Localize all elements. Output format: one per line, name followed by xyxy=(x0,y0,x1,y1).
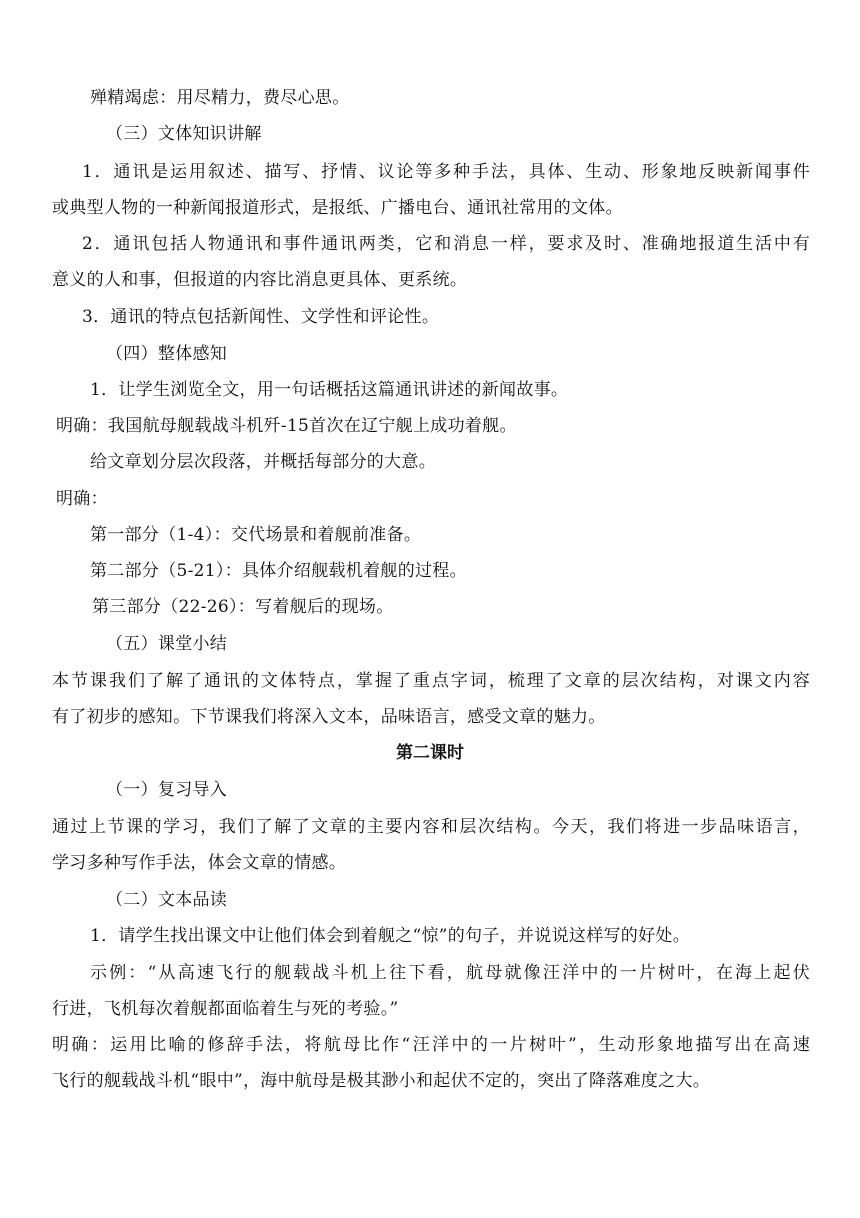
example-line: 行进，飞机每次着舰都面临着生与死的考验。” xyxy=(52,999,399,1019)
paragraph-line: 有了初步的感知。下节课我们将深入文本，品味语言，感受文章的魅力。 xyxy=(52,707,606,727)
paragraph-line: 或典型人物的一种新闻报道形式，是报纸、广播电台、通讯社常用的文体。 xyxy=(52,198,623,218)
lesson-title: 第二课时 xyxy=(396,743,464,763)
paragraph-line: 2．通讯包括人物通讯和事件通讯两类，它和消息一样，要求及时、准确地报道生活中有 xyxy=(82,234,810,254)
section-heading-genre-knowledge: （三）文体知识讲解 xyxy=(106,124,262,144)
paragraph-line: 给文章划分层次段落，并概括每部分的大意。 xyxy=(90,452,436,472)
section-heading-summary: （五）课堂小结 xyxy=(106,634,228,654)
answer-line: 明确：运用比喻的修辞手法，将航母比作“汪洋中的一片树叶”，生动形象地描写出在高速 xyxy=(52,1035,810,1055)
part-three-line: 第三部分（22-26）：写着舰后的现场。 xyxy=(92,597,394,617)
answer-line: 飞行的舰载战斗机“眼中”，海中航母是极其渺小和起伏不定的，突出了降落难度之大。 xyxy=(52,1071,711,1091)
answer-line: 明确：我国航母舰载战斗机歼-15首次在辽宁舰上成功着舰。 xyxy=(56,416,517,436)
paragraph-line: 意义的人和事，但报道的内容比消息更具体、更系统。 xyxy=(52,270,468,290)
part-two-line: 第二部分（5-21）：具体介绍舰载机着舰的过程。 xyxy=(90,561,467,581)
paragraph-line: 通过上节课的学习，我们了解了文章的主要内容和层次结构。今天，我们将进一步品味语言， xyxy=(52,817,810,837)
part-one-line: 第一部分（1-4）：交代场景和着舰前准备。 xyxy=(90,525,422,545)
paragraph-line: 本节课我们了解了通讯的文体特点，掌握了重点字词，梳理了文章的层次结构，对课文内容 xyxy=(52,671,810,691)
paragraph-line: 1．让学生浏览全文，用一句话概括这篇通讯讲述的新闻故事。 xyxy=(90,380,569,400)
section-heading-review: （一）复习导入 xyxy=(106,780,228,800)
paragraph-line: 1．请学生找出课文中让他们体会到着舰之“惊”的句子，并说说这样写的好处。 xyxy=(90,926,690,946)
section-heading-overall-perception: （四）整体感知 xyxy=(106,344,228,364)
paragraph-line: 1．通讯是运用叙述、描写、抒情、议论等多种手法，具体、生动、形象地反映新闻事件 xyxy=(82,162,810,182)
answer-label: 明确： xyxy=(56,489,108,509)
example-line: 示例：“从高速飞行的舰载战斗机上往下看，航母就像汪洋中的一片树叶，在海上起伏 xyxy=(90,963,810,983)
paragraph-line: 学习多种写作手法，体会文章的情感。 xyxy=(52,853,347,873)
vocab-definition: 殚精竭虑：用尽精力，费尽心思。 xyxy=(90,88,350,108)
section-heading-text-reading: （二）文本品读 xyxy=(106,890,228,910)
paragraph-line: 3．通讯的特点包括新闻性、文学性和评论性。 xyxy=(82,307,440,327)
